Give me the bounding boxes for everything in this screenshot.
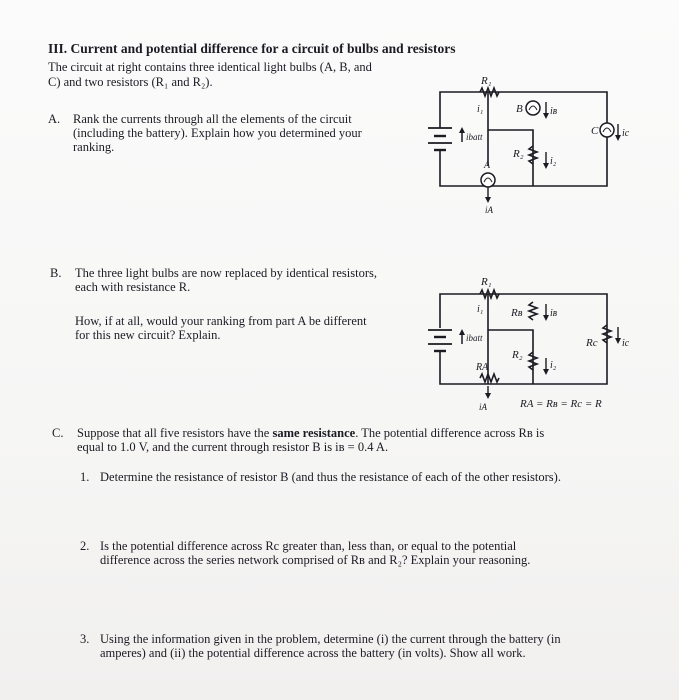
part-c-line-1-pre: Suppose that all five resistors have the	[77, 426, 273, 440]
c2-ib-label: iʙ	[550, 308, 558, 319]
intro-line-1: The circuit at right contains three identical light bulbs (A, B, and	[48, 60, 372, 74]
q3-line-2: amperes) and (ii) the potential difference across the battery (in volts). Show all work.	[100, 646, 526, 660]
c1-c-label: C	[591, 125, 599, 137]
part-b-line-4: for this new circuit? Explain.	[75, 328, 221, 342]
c2-ibatt-label: ibatt	[466, 333, 483, 343]
part-a-line-2: (including the battery). Explain how you determined your	[73, 126, 362, 140]
section-heading: III. Current and potential difference for a circuit of bulbs and resistors	[48, 41, 456, 56]
battery-icon	[428, 330, 452, 351]
c1-i1-label: i₁	[477, 104, 484, 115]
i2-arrow-icon	[543, 369, 549, 375]
q3-number: 3.	[80, 632, 90, 646]
c2-i1-label: i₁	[477, 304, 484, 315]
intro-line-2: C) and two resistors (R₁ and R₂).	[48, 75, 213, 89]
ib-arrow-icon	[543, 315, 549, 321]
c2-ra-label: RA	[476, 362, 489, 373]
part-a-line-1: Rank the currents through all the elements of the circuit	[73, 112, 352, 126]
c2-r1-label: R₁	[481, 276, 492, 288]
c2-rc-label: Rc	[586, 337, 598, 349]
resistance-equality: RA = Rʙ = Rc = R	[520, 398, 602, 410]
r1-resistor-icon	[480, 290, 499, 298]
c1-i2-label: i₂	[550, 156, 557, 167]
c1-ic-label: ic	[622, 128, 630, 139]
part-a-label: A.	[48, 112, 61, 126]
c1-a-label: A	[484, 160, 491, 171]
part-b-line-2: each with resistance R.	[75, 280, 191, 294]
q1-number: 1.	[80, 470, 90, 484]
ia-arrow-icon	[485, 393, 491, 399]
c2-rb-label: Rʙ	[511, 307, 523, 319]
q3-line-1: Using the information given in the problem, determine (i) the current through the battery (in	[100, 632, 561, 646]
part-b-line-1: The three light bulbs are now replaced by identical resistors,	[75, 266, 377, 280]
c2-ic-label: ic	[622, 338, 630, 349]
part-c-label: C.	[52, 426, 64, 440]
c1-ib-label: iʙ	[550, 106, 558, 117]
q1-text: Determine the resistance of resistor B (and thus the resistance of each of the other resistors).	[100, 470, 561, 484]
c1-ibatt-label: ibatt	[466, 132, 483, 142]
c1-ia-label: iA	[485, 205, 493, 215]
ra-resistor-icon	[480, 374, 499, 382]
part-b-label: B.	[50, 266, 62, 280]
ic-arrow-icon	[615, 338, 621, 344]
q2-line-2: difference across the series network comprised of Rʙ and R₂? Explain your reasoning.	[100, 553, 531, 567]
c2-ia-label: iA	[479, 402, 487, 412]
c2-r2-label: R₂	[512, 349, 523, 361]
c2-i2-label: i₂	[550, 360, 557, 371]
c1-b-label: B	[516, 103, 523, 115]
q2-number: 2.	[80, 539, 90, 553]
q2-line-1: Is the potential difference across Rc greater than, less than, or equal to the potential	[100, 539, 517, 553]
c1-r1-label: R₁	[481, 75, 492, 87]
part-c-line-1-post: . The potential difference across Rʙ is	[355, 426, 545, 440]
part-c-line-2: equal to 1.0 V, and the current through resistor B is iʙ = 0.4 A.	[77, 440, 389, 454]
part-a-line-3: ranking.	[73, 140, 115, 154]
part-b-line-3: How, if at all, would your ranking from part A be different	[75, 314, 367, 328]
rb-resistor-icon	[529, 302, 537, 320]
c1-r2-label: R₂	[513, 148, 524, 160]
part-c-bold-phrase: same resistance	[272, 426, 356, 440]
